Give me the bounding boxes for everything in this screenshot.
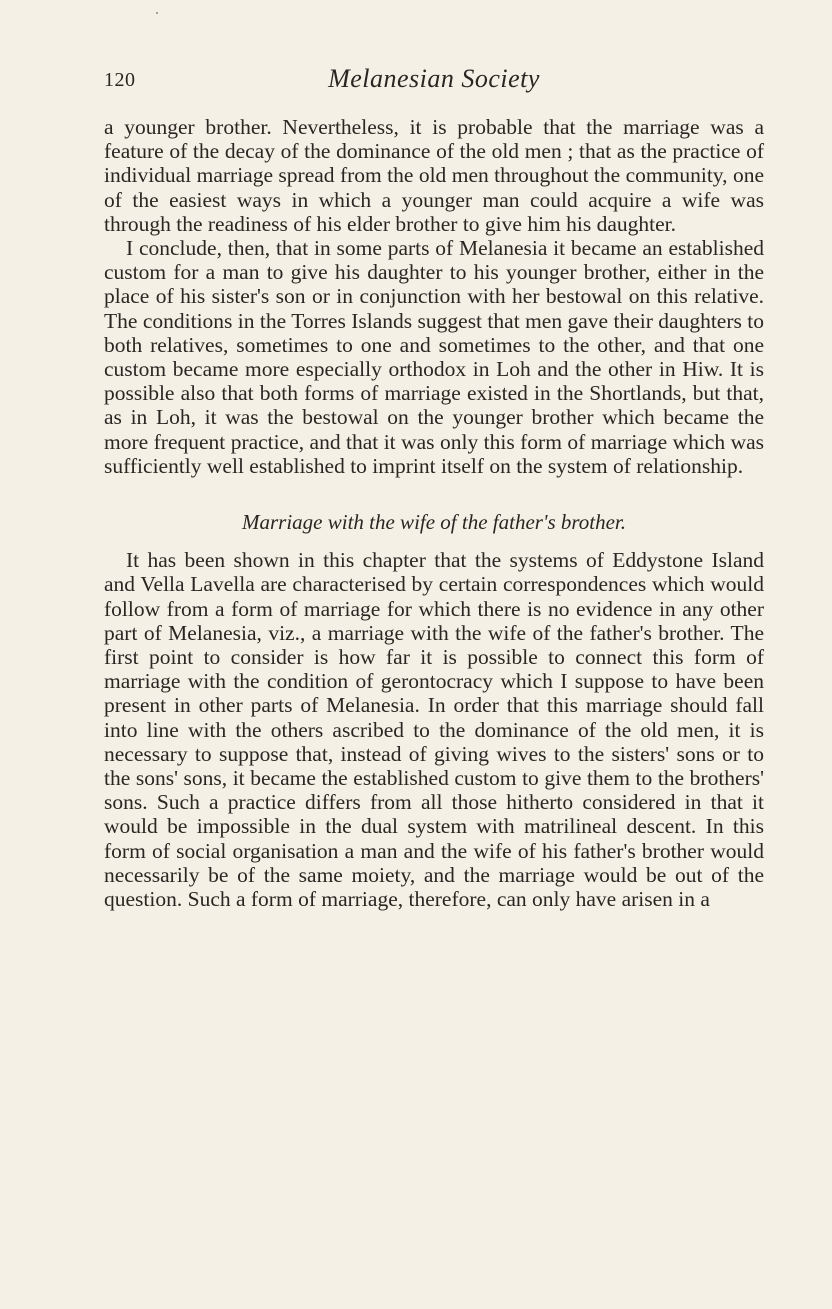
section-paragraph: It has been shown in this chapter that the systems of Eddystone Island and Vella Lavella are characterised by certain correspondences which would follow from a form of marriage for which there is no evidence in any other part of Melanesia, viz., a marriage with the wife of the father's brother. The first point to consider is how far it is possible to connect this form of marriage with the condition of gerontocracy which I suppose to have been present in other parts of Melanesia. In order that this marriage should fall into line with the others ascribed to the dominance of the old men, it is necessary to suppose that, instead of giving wives to the sisters' sons or to the sons' sons, it became the established custom to give them to the brothers' sons. Such a practice differs from all those hitherto considered in that it would be impossible in the dual system with matrilineal descent. In this form of social organisation a man and the wife of his father's brother would necessarily be of the same moiety, and the marriage would be out of the question. Such a form of marriage, therefore, can only have arisen in a bbox=[104, 548, 764, 912]
paragraph-conclusion: I conclude, then, that in some parts of Melanesia it became an established custom for a man to give his daughter to his younger brother, either in the place of his sister's son or in conjunction with her bestowal on this relative. The conditions in the Torres Islands suggest that men gave their daughters to both relatives, sometimes to one and sometimes to the other, and that one custom became more especially orthodox in Loh and the other in Hiw. It is possible also that both forms of marriage existed in the Shortlands, but that, as in Loh, it was the bestowal on the younger brother which became the more frequent practice, and that it was only this form of marriage which was sufficiently well established to imprint itself on the system of relationship. bbox=[104, 236, 764, 478]
page-number: 120 bbox=[104, 69, 136, 91]
running-title: Melanesian Society bbox=[328, 64, 540, 93]
paragraph-continued: a younger brother. Nevertheless, it is probable that the marriage was a feature of the decay of the dominance of the old men ; that as the practice of individual marriage spread from the old men throughout the community, one of the easiest ways in which a younger man could acquire a wife was through the readiness of his elder brother to give him his daughter. bbox=[104, 115, 764, 236]
section-heading: Marriage with the wife of the father's brother. bbox=[241, 510, 627, 535]
page-header bbox=[104, 64, 764, 104]
paper-speck bbox=[156, 12, 158, 14]
body-text bbox=[104, 115, 764, 911]
